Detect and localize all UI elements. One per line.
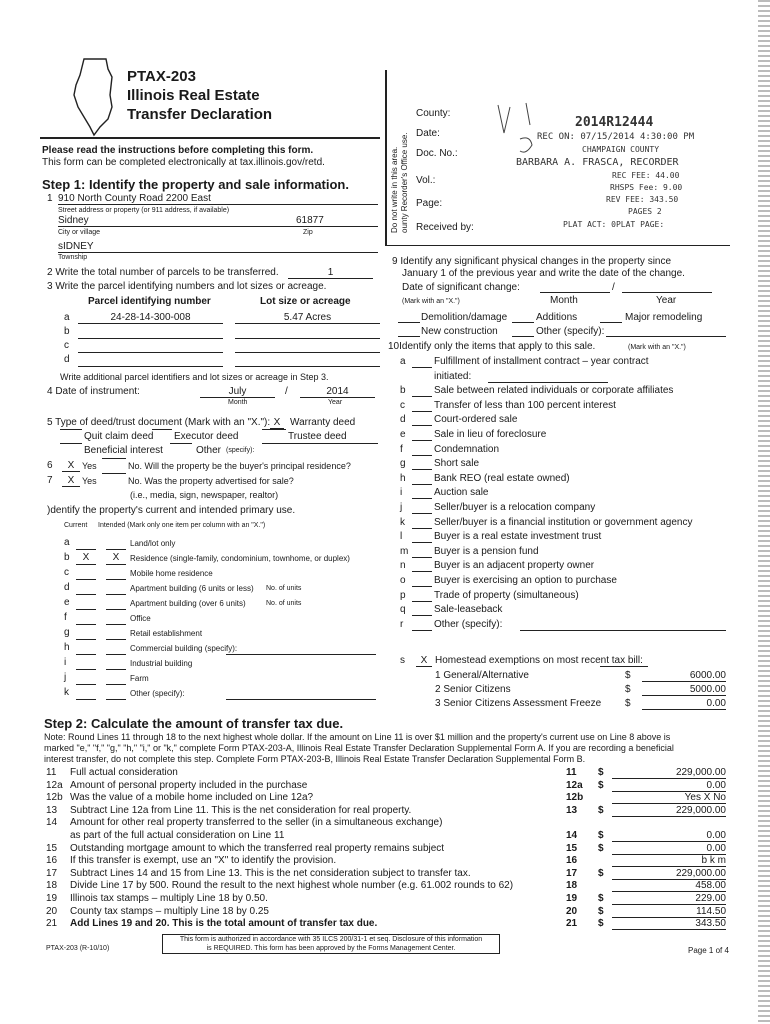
change-year-caption: Year	[656, 295, 677, 306]
use-row-label: Other (specify):	[130, 689, 185, 698]
quit-claim-checkbox[interactable]	[60, 429, 82, 430]
line4-text: 4 Date of instrument:	[47, 386, 140, 397]
instrument-year-field[interactable]: 2014	[300, 386, 375, 398]
sale-condition-letter: l	[400, 531, 403, 543]
parcel-row-c-lot[interactable]	[235, 340, 380, 353]
tax-line-amount[interactable]: 0.00	[612, 843, 726, 855]
sale-condition-checkbox[interactable]	[412, 630, 432, 631]
sale-condition-label: Transfer of less than 100 percent interest	[434, 399, 616, 411]
sale-condition-letter: i	[400, 487, 403, 499]
sale-condition-label: Sale between related individuals or corporate affiliates	[434, 385, 674, 397]
rec-fee-stamp: REC FEE: 44.00	[612, 171, 680, 180]
tax-line-number: 14	[46, 817, 58, 829]
date-label: Date:	[416, 128, 440, 139]
beneficial-label: Beneficial interest	[84, 445, 163, 456]
sale-condition-checkbox[interactable]	[412, 455, 432, 456]
street-address-field[interactable]: 910 North County Road 2200 East	[58, 193, 378, 205]
use-row-letter: i	[64, 657, 67, 668]
sale-condition-checkbox[interactable]	[412, 528, 432, 529]
mark-x-note: (Mark with an "X.")	[402, 298, 460, 305]
use-current-box[interactable]: X	[76, 552, 96, 565]
line9-text: 9 Identify any significant physical changes in the property since	[392, 256, 672, 267]
sale-condition-label: Short sale	[434, 458, 480, 470]
tax-line-number: 20	[46, 905, 58, 917]
use-row-letter: f	[64, 612, 67, 623]
scan-edge-strip	[758, 0, 770, 1024]
handwritten-mark-scribble	[490, 95, 560, 165]
exemption-currency: $	[625, 670, 631, 681]
executor-checkbox[interactable]	[152, 429, 172, 430]
sale-condition-letter: o	[400, 575, 406, 586]
use-intended-box[interactable]	[106, 582, 126, 595]
quit-claim-label: Quit claim deed	[84, 431, 154, 442]
sale-condition-checkbox[interactable]	[412, 484, 432, 485]
tax-line-number: 12b	[46, 792, 63, 804]
tax-line-ref: 17	[566, 867, 578, 879]
tax-line-amount[interactable]: 229,000.00	[612, 767, 726, 779]
recorder-box-border	[385, 70, 387, 245]
use-intended-box[interactable]	[106, 567, 126, 580]
use-row-label: Land/lot only	[130, 539, 176, 548]
tax-line-ref: 21	[566, 918, 578, 930]
use-current-box[interactable]	[76, 567, 96, 580]
use-specify-field[interactable]	[226, 699, 376, 700]
other-condition-field[interactable]	[520, 630, 726, 631]
use-row-letter: j	[64, 672, 67, 683]
change-month-caption: Month	[550, 295, 578, 306]
use-row-label: Apartment building (6 units or less)	[130, 584, 254, 593]
use-intended-box[interactable]	[106, 657, 126, 670]
tax-line-currency: $	[598, 842, 604, 854]
sale-condition-checkbox[interactable]	[412, 615, 432, 616]
sale-condition-letter: f	[400, 443, 403, 455]
sale-condition-letter: r	[400, 618, 404, 630]
tax-line-amount[interactable]: 114.50	[612, 906, 726, 918]
use-units-label: No. of units	[266, 585, 302, 592]
use-intended-box[interactable]	[106, 627, 126, 640]
parcel-row-d-pin[interactable]	[78, 354, 223, 367]
exemption-amount[interactable]: 0.00	[642, 698, 726, 710]
use-current-box[interactable]	[76, 687, 96, 700]
other-deed-label: Other	[196, 445, 222, 456]
additions-checkbox[interactable]	[512, 322, 534, 323]
sale-condition-letter: b	[400, 385, 406, 397]
new-construction-checkbox[interactable]	[398, 336, 420, 337]
tax-line-number: 15	[46, 842, 58, 854]
demolition-label: Demolition/damage	[421, 312, 508, 323]
use-row-label: Commercial building (specify):	[130, 644, 238, 653]
use-current-box[interactable]	[76, 657, 96, 670]
sale-condition-checkbox[interactable]	[412, 601, 432, 602]
form-title-line3: Transfer Declaration	[127, 106, 273, 123]
sale-condition-letter: a	[400, 356, 406, 367]
authorization-line-2: is REQUIRED. This form has been approved by the Forms Management Center.	[206, 945, 456, 952]
plat-act-stamp: PLAT ACT: 0PLAT PAGE:	[563, 220, 665, 229]
tax-line-amount[interactable]: 458.00	[612, 880, 726, 892]
new-construction-label: New construction	[421, 326, 498, 337]
sale-condition-label: Condemnation	[434, 443, 500, 455]
line8-text: )dentify the property's current and intended primary use.	[47, 505, 296, 516]
sale-condition-label: Buyer is an adjacent property owner	[434, 560, 595, 572]
sale-condition-letter: n	[400, 560, 406, 572]
tax-line-ref: 12b	[566, 792, 584, 804]
tax-line-number: 16	[46, 855, 58, 867]
header-rule	[40, 137, 380, 139]
tax-line-currency: $	[598, 905, 604, 917]
line7-subtext: (i.e., media, sign, newspaper, realtor)	[130, 490, 279, 500]
major-remodeling-checkbox[interactable]	[600, 322, 622, 323]
tax-line-currency: $	[598, 779, 604, 791]
exemption-label: 2 Senior Citizens	[435, 684, 511, 695]
tax-line-number: 17	[46, 867, 58, 879]
principal-residence-yes-box[interactable]: X	[62, 460, 80, 472]
use-row-letter: g	[64, 627, 70, 638]
tax-line-description: Subtract Lines 14 and 15 from Line 13. This is the net consideration subject to transfer tax.	[70, 867, 471, 879]
zip-field[interactable]: 61877	[296, 215, 324, 226]
line3-text: 3 Write the parcel identifying numbers and lot sizes or acreage.	[47, 281, 327, 292]
recorder-name-stamp: BARBARA A. FRASCA, RECORDER	[516, 157, 679, 168]
page-label: Page:	[416, 198, 443, 209]
use-row-label: Office	[130, 614, 151, 623]
use-units-label: No. of units	[266, 600, 302, 607]
sale-condition-letter: c	[400, 399, 405, 411]
warranty-deed-checkbox[interactable]: X	[270, 417, 284, 429]
use-intended-box[interactable]	[106, 642, 126, 655]
use-row-label: Residence (single-family, condominium, townhome, or duplex)	[130, 554, 350, 563]
tax-line-number: 13	[46, 804, 58, 816]
sale-condition-label: Fulfillment of installment contract – year contract	[434, 356, 649, 367]
tax-line-ref: 20	[566, 905, 578, 917]
use-current-box[interactable]	[76, 537, 96, 550]
tax-line-ref: 11	[566, 767, 577, 778]
sale-condition-checkbox[interactable]	[412, 440, 432, 441]
zip-caption: Zip	[303, 229, 313, 236]
sale-condition-label: Sale in lieu of foreclosure	[434, 429, 547, 440]
advertised-yes-box[interactable]: X	[62, 475, 80, 487]
received-by-label: Received by:	[416, 222, 474, 233]
sale-condition-checkbox[interactable]	[412, 542, 432, 543]
tax-line-amount[interactable]: 229,000.00	[612, 805, 726, 817]
sale-condition-checkbox[interactable]	[412, 571, 432, 572]
tax-line-description: County tax stamps – multiply Line 18 by 0.25	[70, 905, 269, 917]
doc-no-label: Doc. No.:	[416, 148, 458, 159]
sale-condition-letter: e	[400, 429, 406, 440]
instructions-note: Please read the instructions before completing this form.	[42, 145, 314, 156]
step1-heading: Step 1: Identify the property and sale information.	[42, 177, 349, 192]
form-number-title: PTAX-203	[127, 68, 196, 85]
use-intended-box[interactable]	[106, 687, 126, 700]
use-intended-box[interactable]	[106, 612, 126, 625]
line6-question: No. Will the property be the buyer's principal residence?	[128, 461, 351, 471]
street-address-caption: Street address or property (or 911 address, if available)	[58, 207, 230, 214]
use-row-letter: c	[64, 567, 69, 578]
use-row-label: Farm	[130, 674, 149, 683]
demolition-checkbox[interactable]	[398, 322, 420, 323]
parcel-row-c-letter: c	[64, 340, 69, 351]
sale-condition-label: Other (specify):	[434, 618, 503, 630]
tax-line-currency: $	[598, 767, 604, 778]
other-change-label: Other (specify):	[536, 326, 605, 337]
use-current-box[interactable]	[76, 627, 96, 640]
trustee-checkbox[interactable]	[262, 429, 286, 430]
use-row-letter: h	[64, 642, 70, 653]
township-field[interactable]: sIDNEY	[58, 241, 378, 253]
line10-mark-note: (Mark with an "X.")	[628, 344, 686, 351]
parcel-count-field[interactable]: 1	[288, 267, 373, 279]
tax-line-description: Amount of personal property included in the purchase	[70, 779, 308, 791]
tax-line-description: Divide Line 17 by 500. Round the result to the next highest whole number (e.g. 61.002 rounds to 62)	[70, 880, 514, 892]
sale-condition-label: Sale-leaseback	[434, 604, 503, 616]
sale-condition-checkbox[interactable]	[412, 411, 432, 412]
tax-line-ref: 19	[566, 893, 578, 904]
tax-line-number: 11	[46, 767, 57, 778]
homestead-letter: s	[400, 655, 405, 666]
sale-condition-label: Seller/buyer is a financial institution or government agency	[434, 516, 693, 528]
electronic-note: This form can be completed electronically at tax.illinois.gov/retd.	[42, 157, 325, 168]
use-row-letter: k	[64, 687, 69, 698]
current-column-label: Current	[64, 522, 88, 529]
advertised-no-box[interactable]	[102, 473, 126, 474]
county-label: County:	[416, 108, 451, 119]
month-caption: Month	[228, 399, 248, 406]
rec-on-stamp: REC ON: 07/15/2014 4:30:00 PM	[537, 132, 695, 142]
sale-condition-letter: d	[400, 414, 406, 426]
intended-column-label: Intended (Mark only one item per column with an "X.")	[98, 522, 266, 529]
pages-stamp: PAGES 2	[628, 207, 662, 216]
tax-line-number: 21	[46, 918, 58, 930]
use-intended-box[interactable]: X	[106, 552, 126, 565]
tax-line-description: Amount for other real property transferred to the seller (in a simultaneous exchange)	[70, 817, 443, 829]
line5-text: 5 Type of deed/trust document (Mark with an "X."):	[47, 417, 271, 428]
parcel-row-c-pin[interactable]	[78, 340, 223, 353]
recorder-vertical-note: Do not write in this area.	[390, 146, 399, 233]
sale-condition-label: Buyer is a pension fund	[434, 545, 539, 557]
line1-number: 1	[47, 193, 53, 204]
sale-condition-letter: m	[400, 545, 409, 557]
principal-residence-no-box[interactable]	[102, 458, 126, 459]
exemption-amount[interactable]: 6000.00	[642, 670, 726, 682]
homestead-checkbox[interactable]: X	[416, 655, 432, 667]
date-slash: /	[285, 386, 288, 397]
tax-line-ref: 16	[566, 855, 578, 867]
line6-number: 6	[47, 460, 53, 471]
tax-line-number: 19	[46, 893, 58, 904]
parcel-row-b-letter: b	[64, 326, 70, 337]
sale-condition-checkbox[interactable]	[412, 425, 432, 426]
tax-line-amount[interactable]: 0.00	[612, 780, 726, 792]
parcel-row-a-letter: a	[64, 312, 70, 323]
exemption-label: 3 Senior Citizens Assessment Freeze	[435, 698, 602, 709]
sale-condition-letter: q	[400, 604, 406, 616]
tax-line-amount[interactable]: Yes X No	[612, 792, 726, 804]
sale-condition-label: Buyer is a real estate investment trust	[434, 531, 602, 543]
contract-year-field[interactable]	[488, 382, 608, 383]
line2-text: 2 Write the total number of parcels to be transferred.	[47, 267, 279, 278]
recorder-vertical-note-2: ounty Recorder's Office use.	[400, 132, 409, 233]
authorization-box	[162, 934, 500, 954]
tax-line-number: 18	[46, 880, 58, 892]
tax-line-amount[interactable]: 229.00	[612, 893, 726, 905]
homestead-label: Homestead exemptions on most recent tax bill:	[435, 655, 643, 666]
use-current-box[interactable]	[76, 582, 96, 595]
recorder-box-bottom	[385, 245, 730, 246]
use-row-letter: e	[64, 597, 70, 608]
city-caption: City or village	[58, 229, 101, 236]
tax-line-description: Illinois tax stamps – multiply Line 18 by 0.50.	[70, 893, 268, 904]
tax-line-currency: $	[598, 893, 604, 904]
tax-line-currency: $	[598, 830, 604, 841]
tax-line-description: If this transfer is exempt, use an "X" to identify the provision.	[70, 855, 337, 867]
use-row-label: Industrial building	[130, 659, 193, 668]
exemption-currency: $	[625, 684, 631, 695]
sale-condition-checkbox[interactable]	[412, 396, 432, 397]
instrument-month-field[interactable]: July	[200, 386, 275, 398]
township-caption: Township	[58, 254, 88, 261]
authorization-line-1: This form is authorized in accordance with 35 ILCS 200/31-1 et seq. Disclosure of this information	[179, 936, 483, 943]
trustee-label: Trustee deed	[288, 431, 347, 442]
city-field[interactable]: Sidney	[58, 215, 378, 227]
sale-condition-checkbox[interactable]	[412, 367, 432, 368]
use-current-box[interactable]	[76, 612, 96, 625]
use-row-label: Apartment building (over 6 units)	[130, 599, 246, 608]
sale-condition-letter: j	[400, 502, 403, 513]
use-specify-field[interactable]	[226, 654, 376, 655]
tax-line-amount[interactable]: 229,000.00	[612, 868, 726, 880]
tax-line-description: Was the value of a mobile home included on Line 12a?	[70, 792, 314, 804]
parcel-row-a-lot[interactable]: 5.47 Acres	[235, 312, 380, 324]
use-intended-box[interactable]	[106, 672, 126, 685]
warranty-deed-label: Warranty deed	[290, 417, 356, 428]
other-deed-checkbox[interactable]	[170, 443, 192, 444]
change-year-field[interactable]	[622, 292, 712, 293]
parcel-row-b-lot[interactable]	[235, 326, 380, 339]
homestead-blank-line	[600, 666, 648, 667]
page-number: Page 1 of 4	[688, 946, 729, 955]
executor-label: Executor deed	[174, 431, 239, 442]
major-remodeling-label: Major remodeling	[625, 312, 703, 323]
tax-line-amount[interactable]: b k m	[612, 855, 726, 867]
line9-text-2: January 1 of the previous year and write the date of the change.	[402, 268, 685, 279]
line7-question: No. Was the property advertised for sale?	[128, 476, 294, 486]
year-caption: Year	[328, 399, 343, 406]
other-deed-specify: (specify):	[226, 447, 255, 454]
sale-condition-label: Auction sale	[434, 487, 489, 499]
sale-condition-letter: g	[400, 458, 406, 470]
use-row-label: Mobile home residence	[130, 569, 213, 578]
recording-number-stamp: 2014R12444	[575, 115, 654, 130]
tax-line-ref: 15	[566, 842, 578, 854]
sale-condition-label: Court-ordered sale	[434, 414, 518, 426]
tax-line-currency: $	[598, 918, 604, 930]
illinois-state-outline-icon	[70, 55, 118, 137]
tax-line-description: as part of the full actual consideration on Line 11	[70, 830, 285, 841]
sale-condition-letter: p	[400, 589, 406, 601]
exemption-currency: $	[625, 698, 631, 709]
exemption-amount[interactable]: 5000.00	[642, 684, 726, 696]
tax-line-description: Full actual consideration	[70, 767, 178, 778]
parcel-row-d-lot[interactable]	[235, 354, 380, 367]
line6-yes: Yes	[82, 461, 97, 471]
use-intended-box[interactable]	[106, 597, 126, 610]
tax-line-ref: 13	[566, 804, 578, 816]
tax-line-amount[interactable]: 0.00	[612, 830, 726, 842]
use-current-box[interactable]	[76, 642, 96, 655]
tax-line-amount[interactable]: 343.50	[612, 918, 726, 930]
tax-line-ref: 12a	[566, 779, 583, 791]
other-change-field[interactable]	[606, 336, 726, 337]
additions-label: Additions	[536, 312, 578, 323]
sale-condition-checkbox[interactable]	[412, 586, 432, 587]
county-stamp: CHAMPAIGN COUNTY	[582, 145, 660, 154]
sale-condition-letter: k	[400, 516, 405, 528]
additional-parcels-note: Write additional parcel identifiers and lot sizes or acreage in Step 3.	[60, 372, 329, 382]
parcel-number-column-header: Parcel identifying number	[88, 296, 211, 307]
parcel-row-d-letter: d	[64, 354, 70, 365]
tax-line-currency: $	[598, 804, 604, 816]
step2-note-2: marked "e," "f," "g," "h," "i," or "k," complete Form PTAX-203-A, Illinois Real Estate Transfer Declaration Supplemental Form A. If you are recording a beneficial	[44, 743, 674, 753]
beneficial-checkbox[interactable]	[60, 443, 82, 444]
step2-note-3: interest transfer, do not complete this step. Complete Form PTAX-203-B, Illinois Real Estate Transfer Declaration Supplemental Form B.	[44, 754, 586, 764]
tax-line-description: Outstanding mortgage amount to which the transferred real property remains subject	[70, 842, 445, 854]
change-date-label: Date of significant change:	[402, 282, 520, 293]
use-current-box[interactable]	[76, 672, 96, 685]
tax-line-ref: 18	[566, 880, 578, 892]
form-title-line2: Illinois Real Estate	[127, 87, 260, 104]
change-date-slash: /	[612, 282, 615, 293]
sale-condition-label: Trade of property (simultaneous)	[434, 589, 579, 601]
other-deed-field[interactable]	[262, 443, 378, 444]
line7-number: 7	[47, 475, 53, 486]
tax-line-number: 12a	[46, 779, 63, 791]
use-intended-box[interactable]	[106, 537, 126, 550]
lot-size-column-header: Lot size or acreage	[260, 296, 351, 307]
tax-line-currency: $	[598, 867, 604, 879]
line7-yes: Yes	[82, 476, 97, 486]
sale-condition-label: Seller/buyer is a relocation company	[434, 502, 596, 513]
use-current-box[interactable]	[76, 597, 96, 610]
step2-heading: Step 2: Calculate the amount of transfer tax due.	[44, 716, 344, 731]
sale-condition-checkbox[interactable]	[412, 498, 432, 499]
rev-fee-stamp: REV FEE: 343.50	[606, 195, 679, 204]
vol-label: Vol.:	[416, 175, 436, 186]
other-change-checkbox[interactable]	[512, 336, 534, 337]
change-month-field[interactable]	[540, 292, 610, 293]
use-row-letter: b	[64, 552, 70, 563]
sale-condition-letter: h	[400, 472, 406, 484]
use-row-letter: a	[64, 537, 70, 548]
step2-note-1: Note: Round Lines 11 through 18 to the next highest whole dollar. If the amount on Line 11 is over $1 million and the property's current use on Line 8 above is	[44, 732, 671, 742]
line10-text: 10Identify only the items that apply to this sale.	[388, 341, 596, 352]
sale-condition-checkbox[interactable]	[412, 513, 432, 514]
rhsps-fee-stamp: RHSPS Fee: 9.00	[610, 183, 683, 192]
sale-condition-label: Buyer is exercising an option to purchase	[434, 575, 617, 586]
parcel-row-b-pin[interactable]	[78, 326, 223, 339]
parcel-row-a-pin[interactable]: 24-28-14-300-008	[78, 312, 223, 324]
tax-line-description: Subtract Line 12a from Line 11. This is the net consideration for real property.	[70, 804, 412, 816]
sale-condition-checkbox[interactable]	[412, 469, 432, 470]
tax-line-description: Add Lines 19 and 20. This is the total amount of transfer tax due.	[70, 918, 378, 930]
tax-line-ref: 14	[566, 830, 578, 841]
use-row-label: Retail establishment	[130, 629, 203, 638]
sale-condition-label: Bank REO (real estate owned)	[434, 472, 570, 484]
use-row-letter: d	[64, 582, 70, 593]
sale-condition-label: initiated:	[434, 370, 472, 382]
form-revision-id: PTAX-203 (R-10/10)	[46, 945, 110, 952]
exemption-label: 1 General/Alternative	[435, 670, 529, 681]
sale-condition-checkbox[interactable]	[412, 557, 432, 558]
